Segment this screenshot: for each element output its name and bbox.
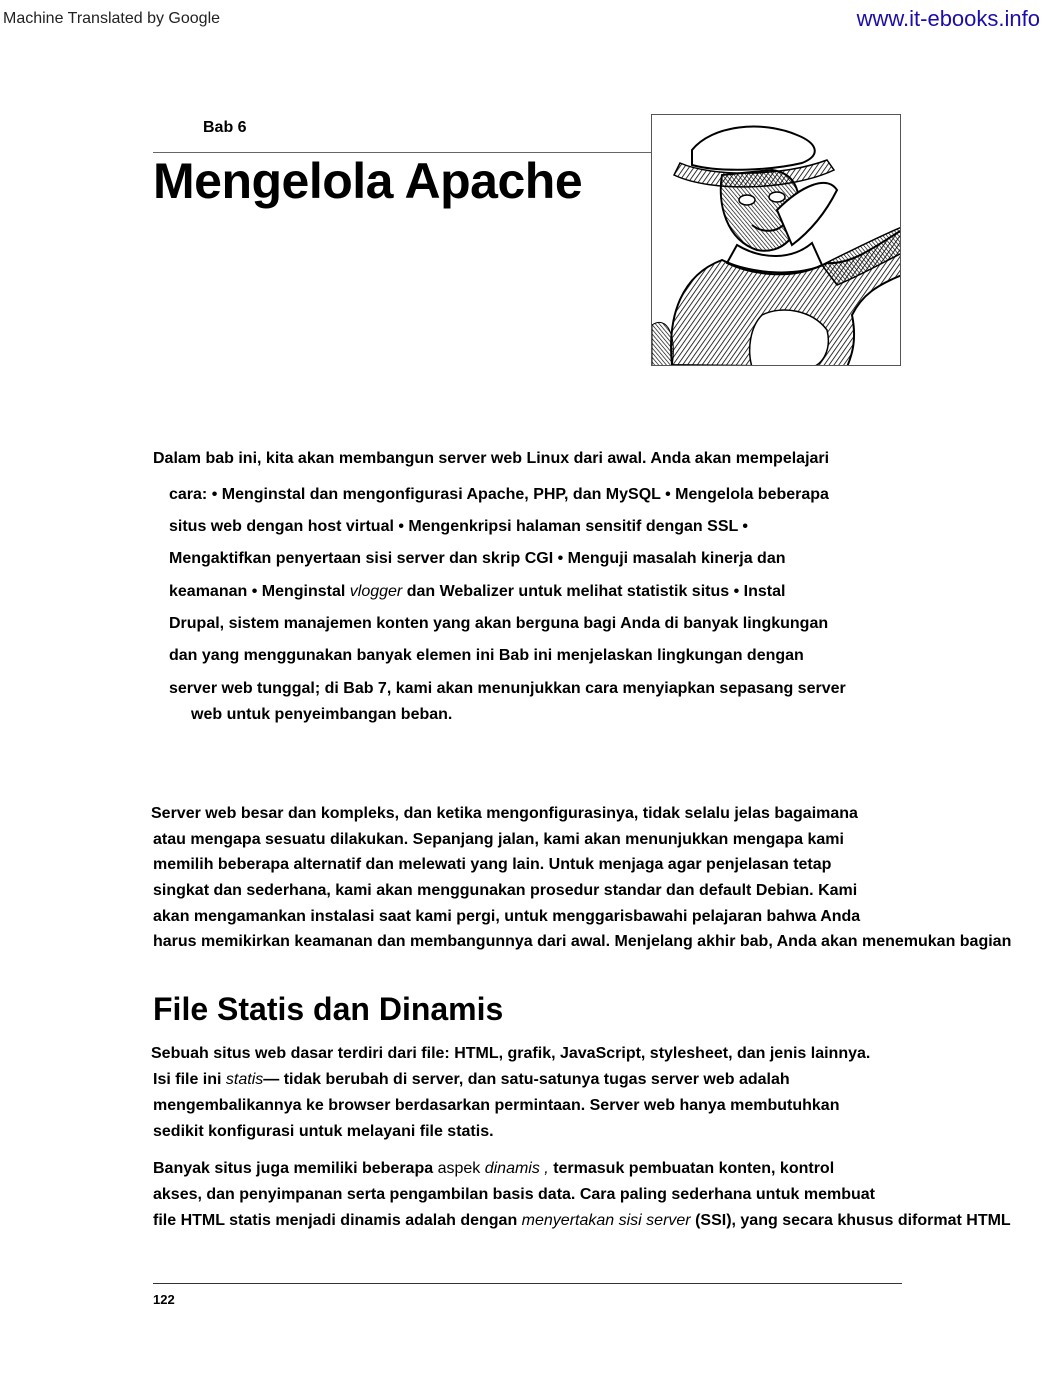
section-text: (SSI), yang secara khusus diformat HTML	[690, 1212, 1011, 1229]
section-line: mengembalikannya ke browser berdasarkan permintaan. Server web hanya membutuhkan	[153, 1097, 840, 1114]
footer-rule	[153, 1283, 902, 1284]
chapter-number: Bab 6	[203, 119, 247, 136]
section-text: termasuk pembuatan konten, kontrol	[548, 1160, 835, 1177]
section-line	[153, 1160, 834, 1178]
paragraph-line: Server web besar dan kompleks, dan ketika mengonfigurasinya, tidak selalu jelas bagaimana	[151, 805, 858, 822]
paragraph-line: memilih beberapa alternatif dan melewati yang lain. Untuk menjaga agar penjelasan tetap	[153, 856, 832, 873]
paragraph-line: harus memikirkan keamanan dan membangunnya dari awal. Menjelang akhir bab, Anda akan menemukan bagian	[153, 933, 1012, 950]
apache-engraving-illustration-icon	[652, 115, 901, 366]
section-line: sedikit konfigurasi untuk melayani file statis.	[153, 1123, 494, 1140]
intro-line: Drupal, sistem manajemen konten yang akan berguna bagi Anda di banyak lingkungan	[169, 615, 829, 632]
section-text: file HTML statis menjadi dinamis adalah dengan	[153, 1212, 522, 1229]
paragraph-line: akan mengamankan instalasi saat kami pergi, untuk menggarisbawahi pelajaran bahwa Anda	[153, 908, 861, 925]
section-heading: File Statis dan Dinamis	[153, 991, 504, 1027]
intro-italic: vlogger	[349, 583, 403, 600]
machine-translated-label: Machine Translated by Google	[3, 10, 221, 27]
page-number: 122	[153, 1292, 175, 1307]
section-text: — tidak berubah di server, dan satu-satunya tugas server web adalah	[263, 1071, 790, 1088]
intro-text: dan Webalizer untuk melihat statistik situs • Instal	[402, 583, 786, 600]
intro-line: Mengaktifkan penyertaan sisi server dan skrip CGI • Menguji masalah kinerja dan	[169, 550, 786, 567]
section-italic: statis	[225, 1071, 264, 1088]
intro-line: web untuk penyeimbangan beban.	[191, 706, 453, 723]
section-line	[153, 1212, 1052, 1230]
intro-line: dan yang menggunakan banyak elemen ini Bab ini menjelaskan lingkungan dengan	[169, 647, 804, 664]
paragraph-line: singkat dan sederhana, kami akan menggunakan prosedur standar dan default Debian. Kami	[153, 882, 858, 899]
section-text: Banyak situs juga memiliki beberapa	[153, 1160, 438, 1177]
site-link[interactable]: www.it-ebooks.info	[856, 6, 1040, 31]
paragraph-line: atau mengapa sesuatu dilakukan. Sepanjang jalan, kami akan menunjukkan mengapa kami	[153, 831, 844, 848]
section-text: Isi file ini	[153, 1071, 226, 1088]
intro-lead: Dalam bab ini, kita akan membangun server web Linux dari awal. Anda akan mempelajari	[153, 450, 830, 467]
section-line: akses, dan penyimpanan serta pengambilan basis data. Cara paling sederhana untuk membuat	[153, 1186, 875, 1203]
intro-line: cara: • Menginstal dan mengonfigurasi Apache, PHP, dan MySQL • Mengelola beberapa	[169, 486, 829, 503]
section-line: Sebuah situs web dasar terdiri dari file: HTML, grafik, JavaScript, stylesheet, dan jenis lainnya.	[151, 1045, 871, 1062]
section-italic: dinamis ,	[484, 1160, 549, 1177]
intro-line: situs web dengan host virtual • Mengenkripsi halaman sensitif dengan SSL •	[169, 518, 749, 535]
intro-line: server web tunggal; di Bab 7, kami akan menunjukkan cara menyiapkan sepasang server	[169, 680, 846, 697]
chapter-title: Mengelola Apache	[153, 153, 583, 209]
intro-line	[169, 583, 785, 601]
chapter-illustration	[651, 114, 901, 366]
section-line	[153, 1071, 790, 1089]
section-normal: aspek	[437, 1160, 481, 1177]
section-italic: menyertakan sisi server	[521, 1212, 691, 1229]
intro-text: keamanan • Menginstal	[169, 583, 350, 600]
